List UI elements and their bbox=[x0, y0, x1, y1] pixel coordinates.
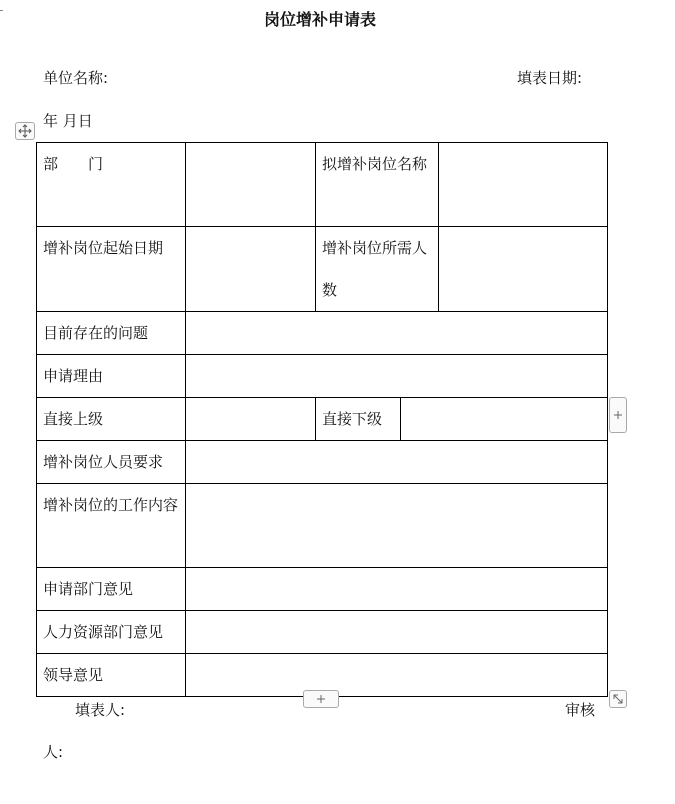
headcount-value[interactable] bbox=[439, 227, 608, 312]
job-content-value[interactable] bbox=[186, 484, 608, 568]
diagonal-resize-icon bbox=[612, 693, 624, 705]
direct-subordinate-value[interactable] bbox=[401, 398, 608, 441]
hr-opinion-value[interactable] bbox=[186, 611, 608, 654]
row-label-hr-opinion: 人力资源部门意见 bbox=[37, 611, 186, 654]
application-form-table bbox=[36, 142, 608, 697]
reason-value[interactable] bbox=[186, 355, 608, 398]
start-date-value[interactable] bbox=[186, 227, 316, 312]
row-label-headcount: 增补岗位所需人数 bbox=[316, 227, 439, 312]
proposed-position-value[interactable] bbox=[439, 143, 608, 227]
table-row bbox=[37, 355, 608, 398]
plus-icon bbox=[613, 410, 623, 420]
direct-superior-value[interactable] bbox=[186, 398, 316, 441]
table-row bbox=[37, 611, 608, 654]
row-label-direct-superior: 直接上级 bbox=[37, 398, 186, 441]
fill-date-label: 填表日期: bbox=[517, 69, 583, 87]
row-label-start-date: 增补岗位起始日期 bbox=[37, 227, 186, 312]
row-label-current-issues: 目前存在的问题 bbox=[37, 312, 186, 355]
current-issues-value[interactable] bbox=[186, 312, 608, 355]
row-label-staff-requirements: 增补岗位人员要求 bbox=[37, 441, 186, 484]
staff-requirements-value[interactable] bbox=[186, 441, 608, 484]
table-row bbox=[37, 484, 608, 568]
table-row bbox=[37, 227, 608, 312]
move-arrows-icon bbox=[18, 124, 32, 138]
unit-name-label: 单位名称: bbox=[43, 69, 109, 87]
table-resize-handle[interactable] bbox=[609, 690, 627, 708]
add-column-button[interactable] bbox=[609, 397, 627, 433]
date-line: 年 月日 bbox=[43, 112, 93, 130]
table-row bbox=[37, 312, 608, 355]
row-label-reason: 申请理由 bbox=[37, 355, 186, 398]
add-row-button[interactable] bbox=[303, 690, 339, 708]
table-row bbox=[37, 568, 608, 611]
table-row bbox=[37, 398, 608, 441]
plus-icon bbox=[316, 694, 326, 704]
table-move-handle[interactable] bbox=[15, 122, 35, 140]
row-label-leader-opinion: 领导意见 bbox=[37, 654, 186, 697]
department-value[interactable] bbox=[186, 143, 316, 227]
reviewer-label-continued: 人: bbox=[43, 743, 64, 761]
leader-opinion-value[interactable] bbox=[186, 654, 608, 697]
row-label-department: 部 门 bbox=[37, 143, 186, 227]
row-label-dept-opinion: 申请部门意见 bbox=[37, 568, 186, 611]
table-row bbox=[37, 441, 608, 484]
row-label-proposed-position: 拟增补岗位名称 bbox=[316, 143, 439, 227]
reviewer-label: 审核 bbox=[565, 701, 596, 719]
dept-opinion-value[interactable] bbox=[186, 568, 608, 611]
table-row bbox=[37, 143, 608, 227]
document-title: 岗位增补申请表 bbox=[263, 10, 376, 29]
filler-label: 填表人: bbox=[75, 701, 126, 719]
row-label-direct-subordinate: 直接下级 bbox=[316, 398, 401, 441]
row-label-job-content: 增补岗位的工作内容 bbox=[37, 484, 186, 568]
